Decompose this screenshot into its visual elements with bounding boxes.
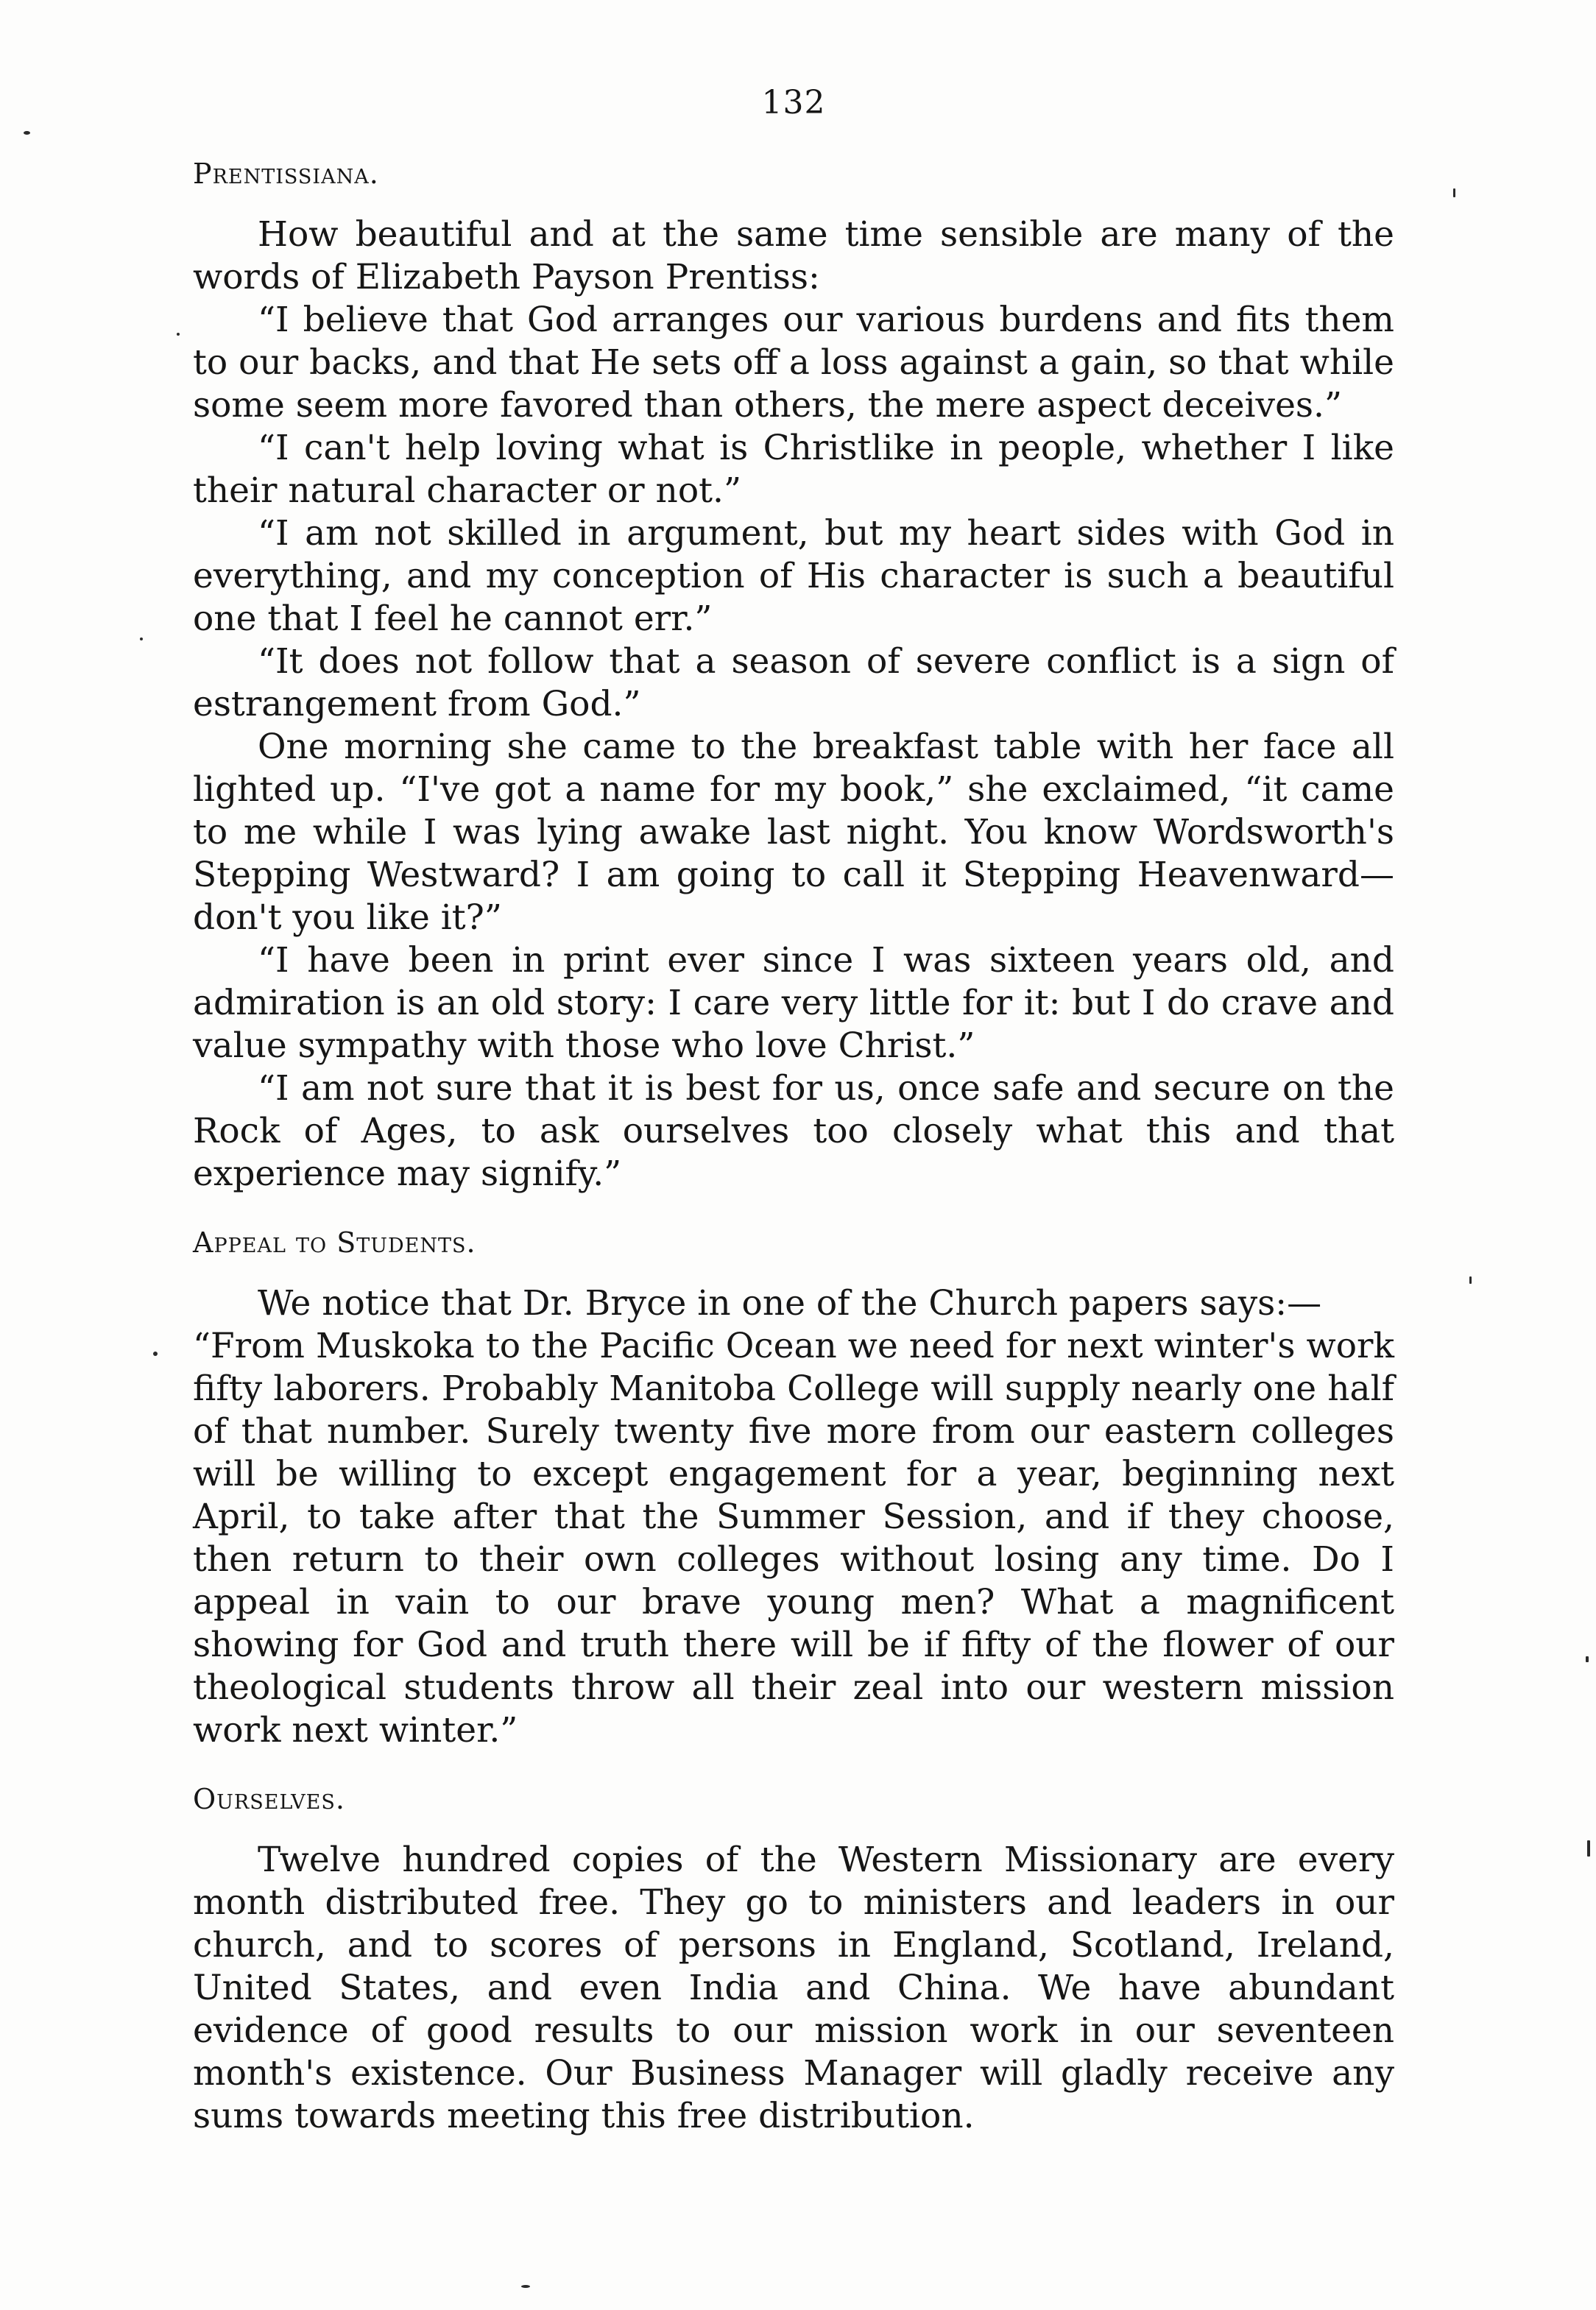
paragraph: Twelve hundred copies of the Western Missionary are every month distributed free. They go to ministers and leaders in our church, and to scores of persons in England, Scotland, Ireland, United States, and even India and China. We have abundant evidence of good results to our mission work in our seventeen month's existence. Our Business Manager will gladly receive any sums towards meeting this free distribution.: [193, 1840, 1394, 2136]
section-appeal-to-students: [193, 1223, 1394, 1752]
paragraph: “I am not sure that it is best for us, once safe and secure on the Rock of Ages, to ask ourselves too closely what this and that experience may signify.”: [193, 1068, 1394, 1194]
scan-speck: [140, 637, 143, 640]
text-column: [193, 81, 1394, 2166]
section-heading: Prentissiana.: [193, 158, 379, 190]
paragraph: “I believe that God arranges our various burdens and fits them to our backs, and that He sets off a loss against a gain, so that while some seem more favored than others, the mere aspect deceives.”: [193, 300, 1394, 425]
section-heading: Ourselves.: [193, 1783, 345, 1815]
paragraph: “I can't help loving what is Christlike in people, whether I like their natural character or not.”: [193, 428, 1394, 511]
scan-speck: [1586, 1656, 1589, 1662]
section-heading: Appeal to Students.: [193, 1226, 476, 1259]
scan-speck: [177, 333, 180, 336]
section-ourselves: [193, 1780, 1394, 2138]
scan-speck: [1453, 188, 1455, 197]
paragraph: “It does not follow that a season of severe conflict is a sign of estrangement from God.”: [193, 641, 1394, 724]
paragraph: “I am not skilled in argument, but my heart sides with God in everything, and my conception of His character is such a beautiful one that I feel he cannot err.”: [193, 513, 1394, 639]
paragraph: How beautiful and at the same time sensible are many of the words of Elizabeth Payson Prentiss:: [193, 214, 1394, 297]
scan-speck: [1587, 1840, 1590, 1857]
scan-speck: [521, 2285, 530, 2288]
paragraph: “I have been in print ever since I was sixteen years old, and admiration is an old story: I care very little for it: but I do crave and value sympathy with those who love Christ.”: [193, 940, 1394, 1066]
paragraph: We notice that Dr. Bryce in one of the Church papers says:—: [258, 1283, 1322, 1324]
page-number: 132: [761, 84, 826, 121]
scan-speck: [24, 131, 30, 135]
section-prentissiana: [193, 155, 1394, 1195]
paragraph: “From Muskoka to the Pacific Ocean we need for next winter's work fifty laborers. Probably Manitoba College will supply nearly one half of that number. Surely twenty five more from our eastern colleges will be willing to except engagement for a year, beginning next April, to take after that the Summer Session, and if they choose, then return to their own colleges without losing any time. Do I appeal in vain to our brave young men? What a magnificent showing for God and truth there will be if fifty of the flower of our theological students throw all their zeal into our western mission work next winter.”: [193, 1326, 1394, 1751]
scan-speck: [1469, 1276, 1472, 1284]
paragraph: One morning she came to the breakfast table with her face all lighted up. “I've got a name for my book,” she exclaimed, “it came to me while I was lying awake last night. You know Wordsworth's Stepping Westward? I am going to call it Stepping Heavenward—don't you like it?”: [193, 727, 1394, 938]
scan-speck: [153, 1352, 158, 1356]
